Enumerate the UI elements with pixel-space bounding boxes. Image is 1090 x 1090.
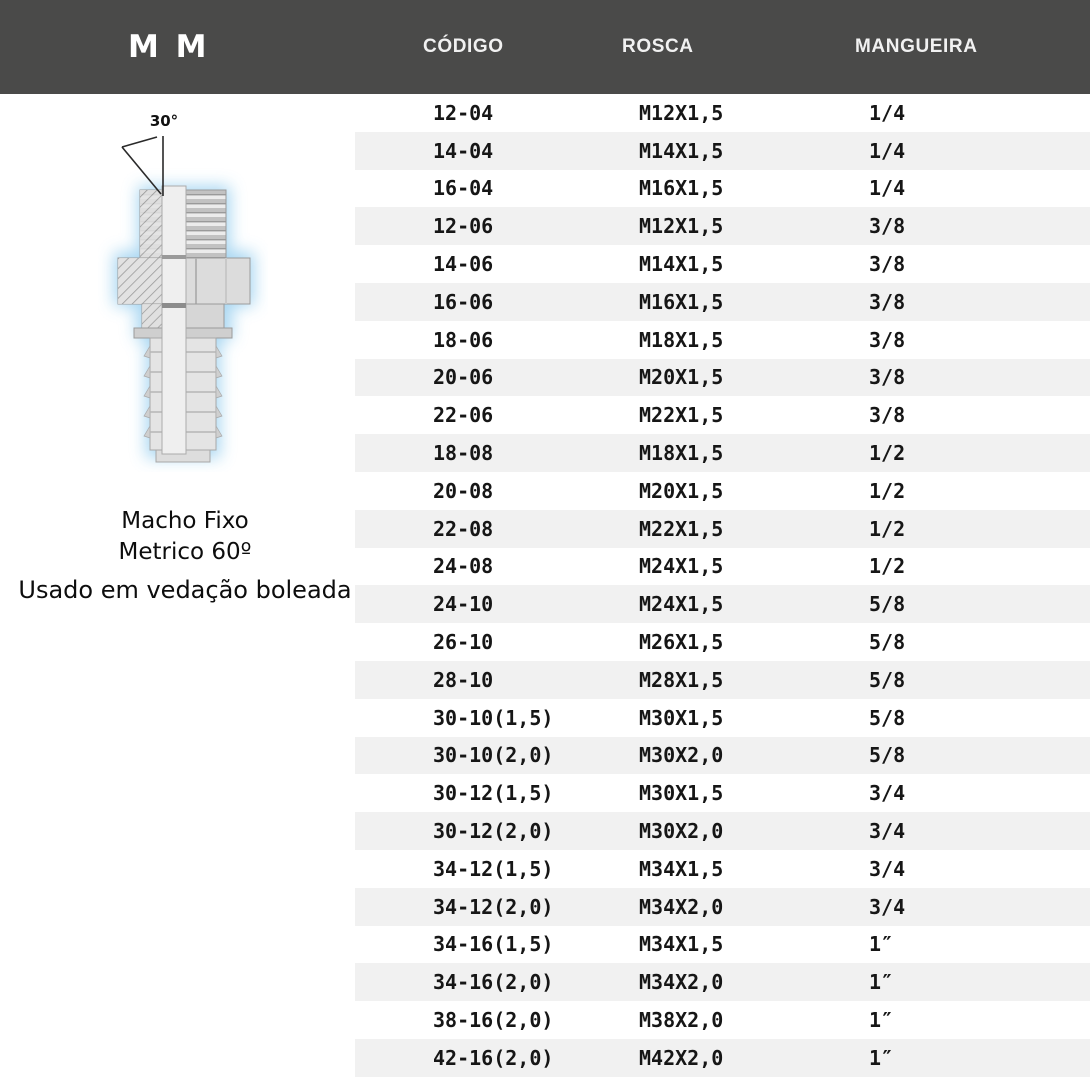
mangueira-cell: 1″: [869, 1008, 894, 1033]
mangueira-cell: 3/8: [869, 327, 906, 352]
mangueira-cell: 5/8: [869, 667, 906, 692]
column-header-codigo: CÓDIGO: [423, 36, 504, 57]
rosca-cell: M22X1,5: [639, 516, 724, 541]
codigo-cell: 30-12(2,0): [433, 819, 554, 844]
mangueira-cell: 1/4: [869, 100, 906, 125]
mangueira-cell: 3/8: [869, 365, 906, 390]
rosca-cell: M24X1,5: [639, 554, 724, 579]
rosca-cell: M16X1,5: [639, 289, 724, 314]
rosca-cell: M28X1,5: [639, 667, 724, 692]
codigo-cell: 28-10: [433, 667, 494, 692]
rosca-cell: M42X2,0: [639, 1045, 724, 1070]
table-row: [355, 774, 1090, 812]
mangueira-cell: 3/4: [869, 819, 906, 844]
mangueira-cell: 5/8: [869, 630, 906, 655]
table-row: [355, 472, 1090, 510]
rosca-cell: M18X1,5: [639, 441, 724, 466]
mangueira-cell: 1″: [869, 1045, 894, 1070]
table-row: [355, 963, 1090, 1001]
table-row: [355, 207, 1090, 245]
codigo-cell: 22-08: [433, 516, 494, 541]
codigo-cell: 16-06: [433, 289, 494, 314]
table-row: [355, 396, 1090, 434]
codigo-cell: 12-04: [433, 100, 494, 125]
table-row: [355, 245, 1090, 283]
table-row: [355, 1001, 1090, 1039]
codigo-cell: 20-06: [433, 365, 494, 390]
rosca-cell: M16X1,5: [639, 176, 724, 201]
mangueira-cell: 3/8: [869, 252, 906, 277]
fitting-illustration: [98, 100, 268, 472]
mangueira-cell: 3/8: [869, 289, 906, 314]
rosca-cell: M22X1,5: [639, 403, 724, 428]
rosca-cell: M30X2,0: [639, 743, 724, 768]
mangueira-cell: 3/4: [869, 781, 906, 806]
codigo-cell: 34-12(2,0): [433, 894, 554, 919]
rosca-cell: M18X1,5: [639, 327, 724, 352]
table-row: [355, 888, 1090, 926]
table-row: [355, 321, 1090, 359]
rosca-cell: M30X1,5: [639, 705, 724, 730]
rosca-cell: M34X1,5: [639, 932, 724, 957]
mangueira-cell: 3/4: [869, 894, 906, 919]
table-row: [355, 585, 1090, 623]
rosca-cell: M20X1,5: [639, 365, 724, 390]
codigo-cell: 38-16(2,0): [433, 1008, 554, 1033]
codigo-cell: 30-12(1,5): [433, 781, 554, 806]
table-row: [355, 510, 1090, 548]
mangueira-cell: 1″: [869, 932, 894, 957]
rosca-cell: M12X1,5: [639, 100, 724, 125]
codigo-cell: 30-10(1,5): [433, 705, 554, 730]
rosca-cell: M34X1,5: [639, 856, 724, 881]
table-row: [355, 850, 1090, 888]
rosca-cell: M38X2,0: [639, 1008, 724, 1033]
angle-label: 30°: [149, 112, 179, 130]
product-usage-note: Usado em vedação boleada: [18, 576, 352, 604]
table-row: [355, 283, 1090, 321]
table-row: [355, 170, 1090, 208]
mangueira-cell: 3/8: [869, 403, 906, 428]
mangueira-cell: 1/4: [869, 138, 906, 163]
rosca-cell: M30X2,0: [639, 819, 724, 844]
table-row: [355, 699, 1090, 737]
product-title-line2: Metrico 60º: [118, 539, 252, 565]
rosca-cell: M30X1,5: [639, 781, 724, 806]
codigo-cell: 18-06: [433, 327, 494, 352]
codigo-cell: 26-10: [433, 630, 494, 655]
codigo-cell: 42-16(2,0): [433, 1045, 554, 1070]
table-row: [355, 1039, 1090, 1077]
codigo-cell: 14-04: [433, 138, 494, 163]
mangueira-cell: 1″: [869, 970, 894, 995]
table-row: [355, 94, 1090, 132]
codigo-cell: 34-12(1,5): [433, 856, 554, 881]
table-row: [355, 434, 1090, 472]
mangueira-cell: 3/4: [869, 856, 906, 881]
codigo-cell: 20-08: [433, 478, 494, 503]
table-row: [355, 661, 1090, 699]
table-row: [355, 812, 1090, 850]
rosca-cell: M20X1,5: [639, 478, 724, 503]
table-row: [355, 623, 1090, 661]
rosca-cell: M14X1,5: [639, 138, 724, 163]
column-header-rosca: ROSCA: [622, 36, 694, 57]
mangueira-cell: 5/8: [869, 592, 906, 617]
product-title-line1: Macho Fixo: [121, 508, 249, 534]
mangueira-cell: 1/2: [869, 516, 906, 541]
codigo-cell: 14-06: [433, 252, 494, 277]
rosca-cell: M12X1,5: [639, 214, 724, 239]
table-row: [355, 926, 1090, 964]
brand-logo: M M: [128, 29, 210, 65]
mangueira-cell: 5/8: [869, 705, 906, 730]
codigo-cell: 22-06: [433, 403, 494, 428]
codigo-cell: 24-10: [433, 592, 494, 617]
codigo-cell: 12-06: [433, 214, 494, 239]
product-panel: [0, 94, 355, 1090]
page-header-bar: [0, 0, 1090, 94]
table-row: [355, 737, 1090, 775]
rosca-cell: M14X1,5: [639, 252, 724, 277]
codigo-cell: 16-04: [433, 176, 494, 201]
rosca-cell: M26X1,5: [639, 630, 724, 655]
mangueira-cell: 3/8: [869, 214, 906, 239]
mangueira-cell: 1/2: [869, 478, 906, 503]
table-row: [355, 548, 1090, 586]
codigo-cell: 34-16(1,5): [433, 932, 554, 957]
rosca-cell: M34X2,0: [639, 970, 724, 995]
mangueira-cell: 5/8: [869, 743, 906, 768]
rosca-cell: M34X2,0: [639, 894, 724, 919]
column-header-mangueira: MANGUEIRA: [855, 36, 978, 57]
codigo-cell: 24-08: [433, 554, 494, 579]
mangueira-cell: 1/2: [869, 441, 906, 466]
table-row: [355, 359, 1090, 397]
table-row: [355, 132, 1090, 170]
codigo-cell: 18-08: [433, 441, 494, 466]
codigo-cell: 34-16(2,0): [433, 970, 554, 995]
mangueira-cell: 1/4: [869, 176, 906, 201]
rosca-cell: M24X1,5: [639, 592, 724, 617]
spec-table: [355, 94, 1090, 1077]
product-title: [0, 506, 370, 568]
mangueira-cell: 1/2: [869, 554, 906, 579]
codigo-cell: 30-10(2,0): [433, 743, 554, 768]
